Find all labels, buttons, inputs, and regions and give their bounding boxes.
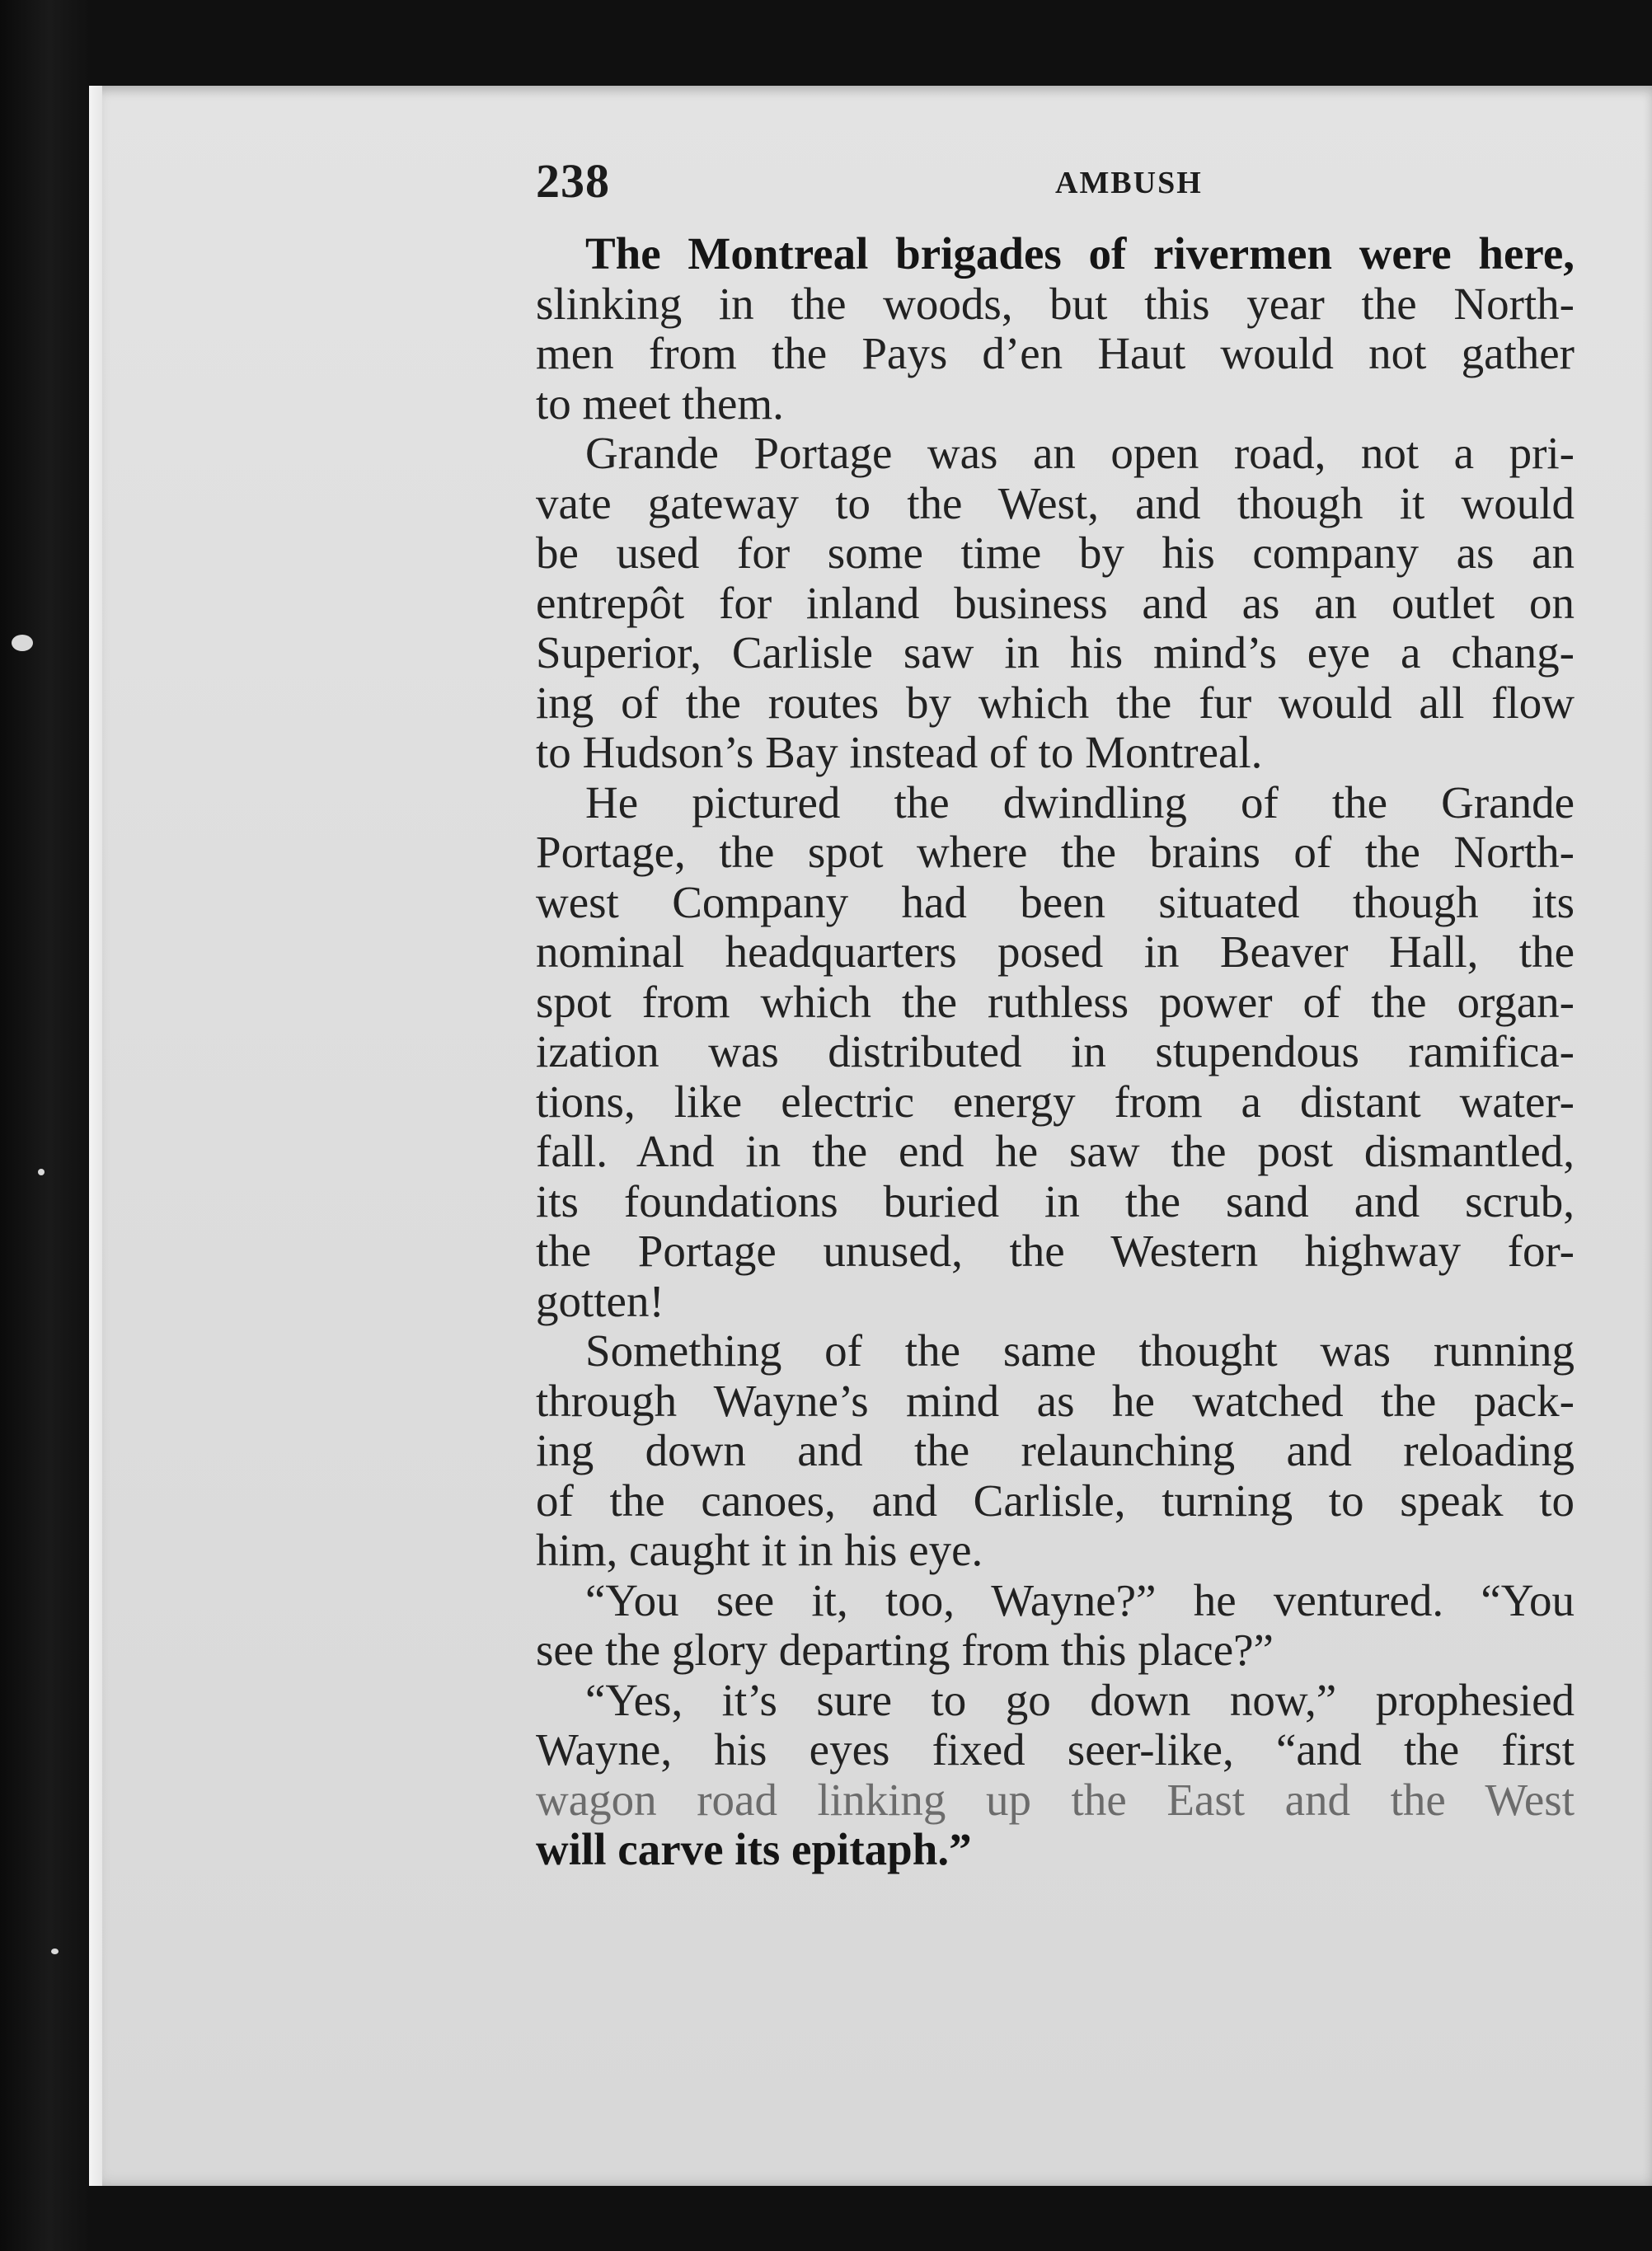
text-line: vate gateway to the West, and though it would xyxy=(536,478,1575,528)
text-line: west Company had been situated though its xyxy=(536,877,1575,927)
page-edge xyxy=(89,86,102,2186)
film-speck xyxy=(38,1169,45,1175)
text-line: through Wayne’s mind as he watched the pack- xyxy=(536,1376,1575,1426)
text-line: “Yes, it’s sure to go down now,” prophesied xyxy=(585,1675,1575,1725)
film-speck xyxy=(51,1949,59,1954)
text-line: fall. And in the end he saw the post dismantled, xyxy=(536,1127,1575,1176)
text-line: wagon road linking up the East and the West xyxy=(536,1775,1575,1825)
film-speck xyxy=(12,635,33,651)
text-line: Superior, Carlisle saw in his mind’s eye a chang- xyxy=(536,628,1575,678)
text-line: entrepôt for inland business and as an outlet on xyxy=(536,578,1575,628)
text-line: to Hudson’s Bay instead of to Montreal. xyxy=(536,728,1263,777)
text-line: ing of the routes by which the fur would all flow xyxy=(536,678,1575,728)
text-line: be used for some time by his company as an xyxy=(536,528,1575,578)
text-line: gotten! xyxy=(536,1276,664,1326)
page-number: 238 xyxy=(536,154,610,208)
text-line: The Montreal brigades of rivermen were here, xyxy=(585,229,1575,279)
text-line: Something of the same thought was running xyxy=(585,1326,1575,1376)
text-line: ing down and the relaunching and reloading xyxy=(536,1426,1575,1475)
text-line: slinking in the woods, but this year the North- xyxy=(536,279,1575,329)
text-line: him, caught it in his eye. xyxy=(536,1526,983,1575)
text-line: Grande Portage was an open road, not a pri- xyxy=(585,429,1575,478)
text-line: spot from which the ruthless power of the organ- xyxy=(536,977,1575,1027)
text-line: ization was distributed in stupendous ramifica- xyxy=(536,1027,1575,1076)
text-line: tions, like electric energy from a distant water- xyxy=(536,1076,1575,1127)
text-line: of the canoes, and Carlisle, turning to speak to xyxy=(536,1475,1575,1526)
text-line: Wayne, his eyes fixed seer-like, “and the first xyxy=(536,1725,1575,1775)
text-line: Portage, the spot where the brains of the North- xyxy=(536,828,1575,877)
running-head xyxy=(536,153,1575,211)
text-line: to meet them. xyxy=(536,378,784,429)
text-line: nominal headquarters posed in Beaver Hall, the xyxy=(536,927,1575,977)
text-line: the Portage unused, the Western highway for- xyxy=(536,1226,1575,1276)
text-line: He pictured the dwindling of the Grande xyxy=(585,777,1575,828)
body-text xyxy=(536,229,1575,1875)
text-line: see the glory departing from this place?” xyxy=(536,1625,1274,1675)
running-title: AMBUSH xyxy=(1055,166,1203,200)
text-line: “You see it, too, Wayne?” he ventured. “You xyxy=(585,1575,1575,1625)
text-line: its foundations buried in the sand and scrub, xyxy=(536,1176,1575,1226)
text-line: will carve its epitaph.” xyxy=(536,1825,972,1874)
text-line: men from the Pays d’en Haut would not gather xyxy=(536,329,1575,378)
